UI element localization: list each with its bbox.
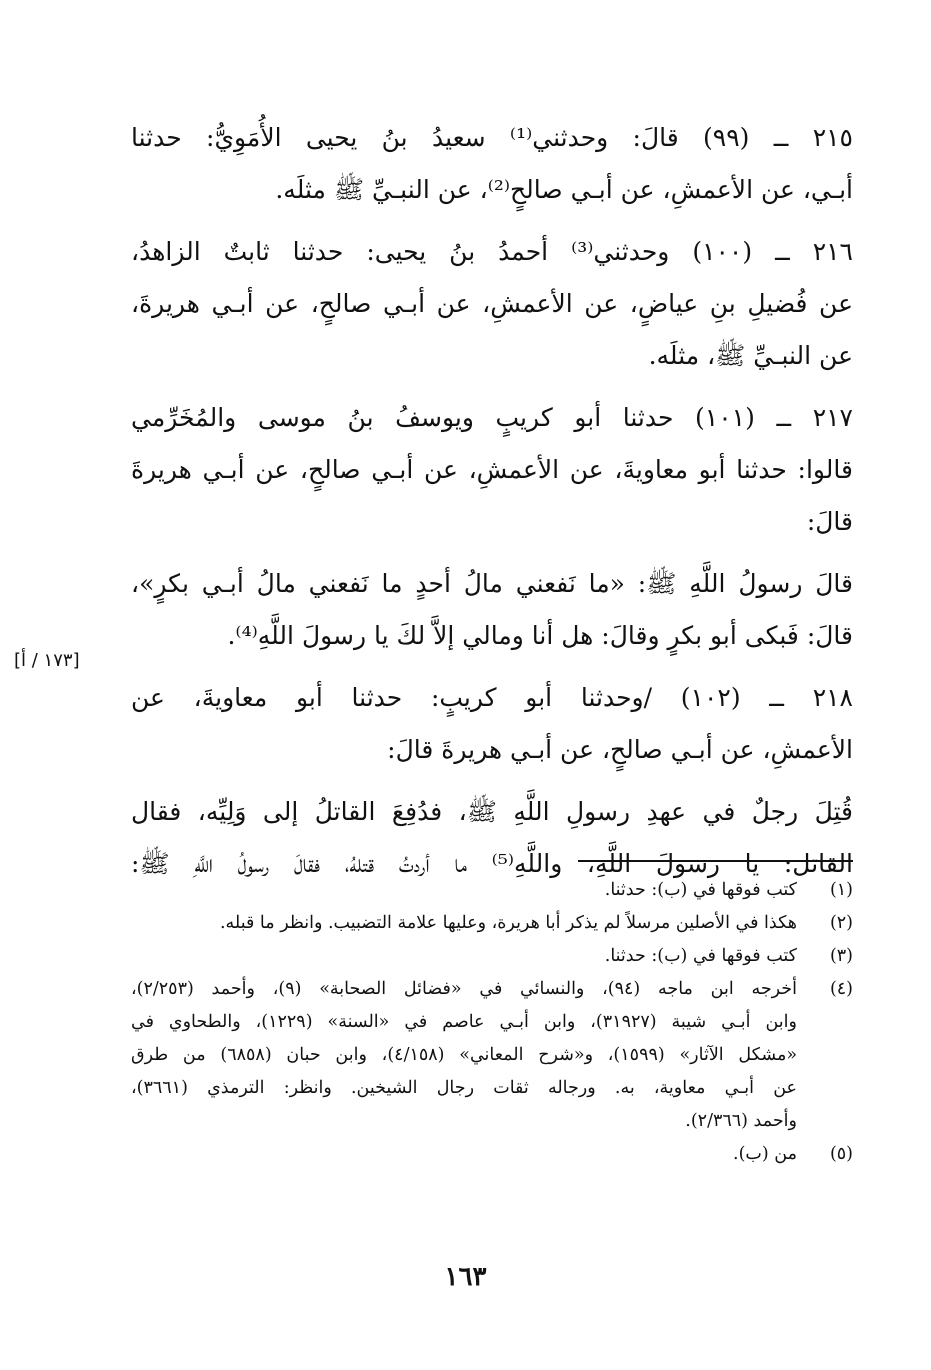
hadith-218 xyxy=(131,672,853,776)
hadith-217 xyxy=(131,392,853,548)
footnote-body xyxy=(131,907,797,940)
footnote xyxy=(131,973,853,1138)
hadith-215 xyxy=(131,112,853,216)
footnote xyxy=(131,907,853,940)
main-text xyxy=(131,112,853,900)
footnote-line: أخرجه ابن ماجه (٩٤)، والنسائي في «فضائل الصحابة» (٩)، وأحمد (٢/٢٥٣)، xyxy=(131,979,797,999)
footnote xyxy=(131,1138,853,1171)
text-line: ٢١٥ ــ (٩٩) قالَ: وحدثني⁽¹⁾ سعيدُ بنُ يحيى الأُمَوِيُّ: حدثنا xyxy=(131,123,853,152)
footnote-body xyxy=(131,940,797,973)
footnote-number: (٣) xyxy=(829,946,853,966)
text-line: أبـي، عن الأعمشِ، عن أبـي صالحٍ⁽²⁾، عن النبـيِّ ﷺ مثلَه. xyxy=(275,175,853,204)
footnote-number: (١) xyxy=(829,880,853,900)
footnote xyxy=(131,940,853,973)
text-line: قالَ: xyxy=(806,507,853,536)
footnote-body xyxy=(131,874,797,907)
footnote-separator xyxy=(578,860,853,862)
footnote-line: وابن أبـي شيبة (٣١٩٢٧)، وابن أبـي عاصم في «السنة» (١٢٢٩)، والطحاوي في xyxy=(131,1012,797,1032)
footnote-body xyxy=(131,1138,797,1171)
text-line: ٢١٧ ــ (١٠١) حدثنا أبو كريبٍ ويوسفُ بنُ موسى والمُخَرِّمي xyxy=(131,403,853,432)
text-line: قالَ رسولُ اللَّهِ ﷺ: «ما نَفعني مالُ أحدٍ ما نَفعني مالُ أبـي بكرٍ»، xyxy=(131,569,853,598)
text-line: القاتل: يا رسولَ اللَّهِ، واللَّهِ⁽⁵⁾ ما أردتُ قتلهُ، فقالَ رسولُ اللَّهِ ﷺ: xyxy=(131,849,853,878)
footnote-number: (٥) xyxy=(829,1144,853,1164)
footnote-line: كتب فوقها في (ب): حدثنا. xyxy=(604,946,797,966)
text-line: الأعمشِ، عن أبـي صالحٍ، عن أبـي هريرةَ قالَ: xyxy=(387,735,853,764)
footnote-line: هكذا في الأصلين مرسلاً لم يذكر أبا هريرة، وعليها علامة التضبيب. وانظر ما قبله. xyxy=(219,913,797,933)
hadith-217-matn xyxy=(131,558,853,662)
footnote-body xyxy=(131,973,797,1138)
manuscript-folio-marker: [١٧٣ / أ] xyxy=(14,650,80,671)
text-line: قُتِلَ رجلٌ في عهدِ رسولِ اللَّهِ ﷺ، فدُفِعَ القاتلُ إلى وَلِيِّه، فقال xyxy=(131,797,853,826)
page-number: ١٦٣ xyxy=(444,1262,487,1292)
text-line: ٢١٦ ــ (١٠٠) وحدثني⁽³⁾ أحمدُ بنُ يحيى: حدثنا ثابتٌ الزاهدُ، xyxy=(131,237,853,266)
footnote-number: (٢) xyxy=(829,913,853,933)
hadith-216 xyxy=(131,226,853,382)
footnote-number: (٤) xyxy=(829,979,853,999)
text-line: ٢١٨ ــ (١٠٢) /وحدثنا أبو كريبٍ: حدثنا أبو معاويةَ، عن xyxy=(131,683,853,712)
text-line: قالَ: فَبكى أبو بكرٍ وقالَ: هل أنا ومالي إلاَّ لكَ يا رسولَ اللَّهِ⁽⁴⁾. xyxy=(227,621,853,650)
footnote-line: عن أبـي معاوية، به. ورجاله ثقات رجال الشيخين. وانظر: الترمذي (٣٦٦١)، xyxy=(131,1078,797,1098)
text-line: قالوا: حدثنا أبو معاويةَ، عن الأعمشِ، عن أبـي صالحٍ، عن أبـي هريرةَ xyxy=(131,455,853,484)
footnote-line: «مشكل الآثار» (١٥٩٩)، و«شرح المعاني» (٤/١٥٨)، وابن حبان (٦٨٥٨) من طرق xyxy=(131,1045,797,1065)
footnote-line: كتب فوقها في (ب): حدثنا. xyxy=(604,880,797,900)
footnotes xyxy=(131,874,853,1171)
footnote-line: من (ب). xyxy=(733,1144,797,1164)
footnote-line: وأحمد (٢/٣٦٦). xyxy=(685,1111,797,1131)
text-line: عن فُضيلِ بنِ عياضٍ، عن الأعمشِ، عن أبـي صالحٍ، عن أبـي هريرةَ، xyxy=(131,289,853,318)
text-line: عن النبـيِّ ﷺ، مثلَه. xyxy=(648,341,853,370)
footnote xyxy=(131,874,853,907)
